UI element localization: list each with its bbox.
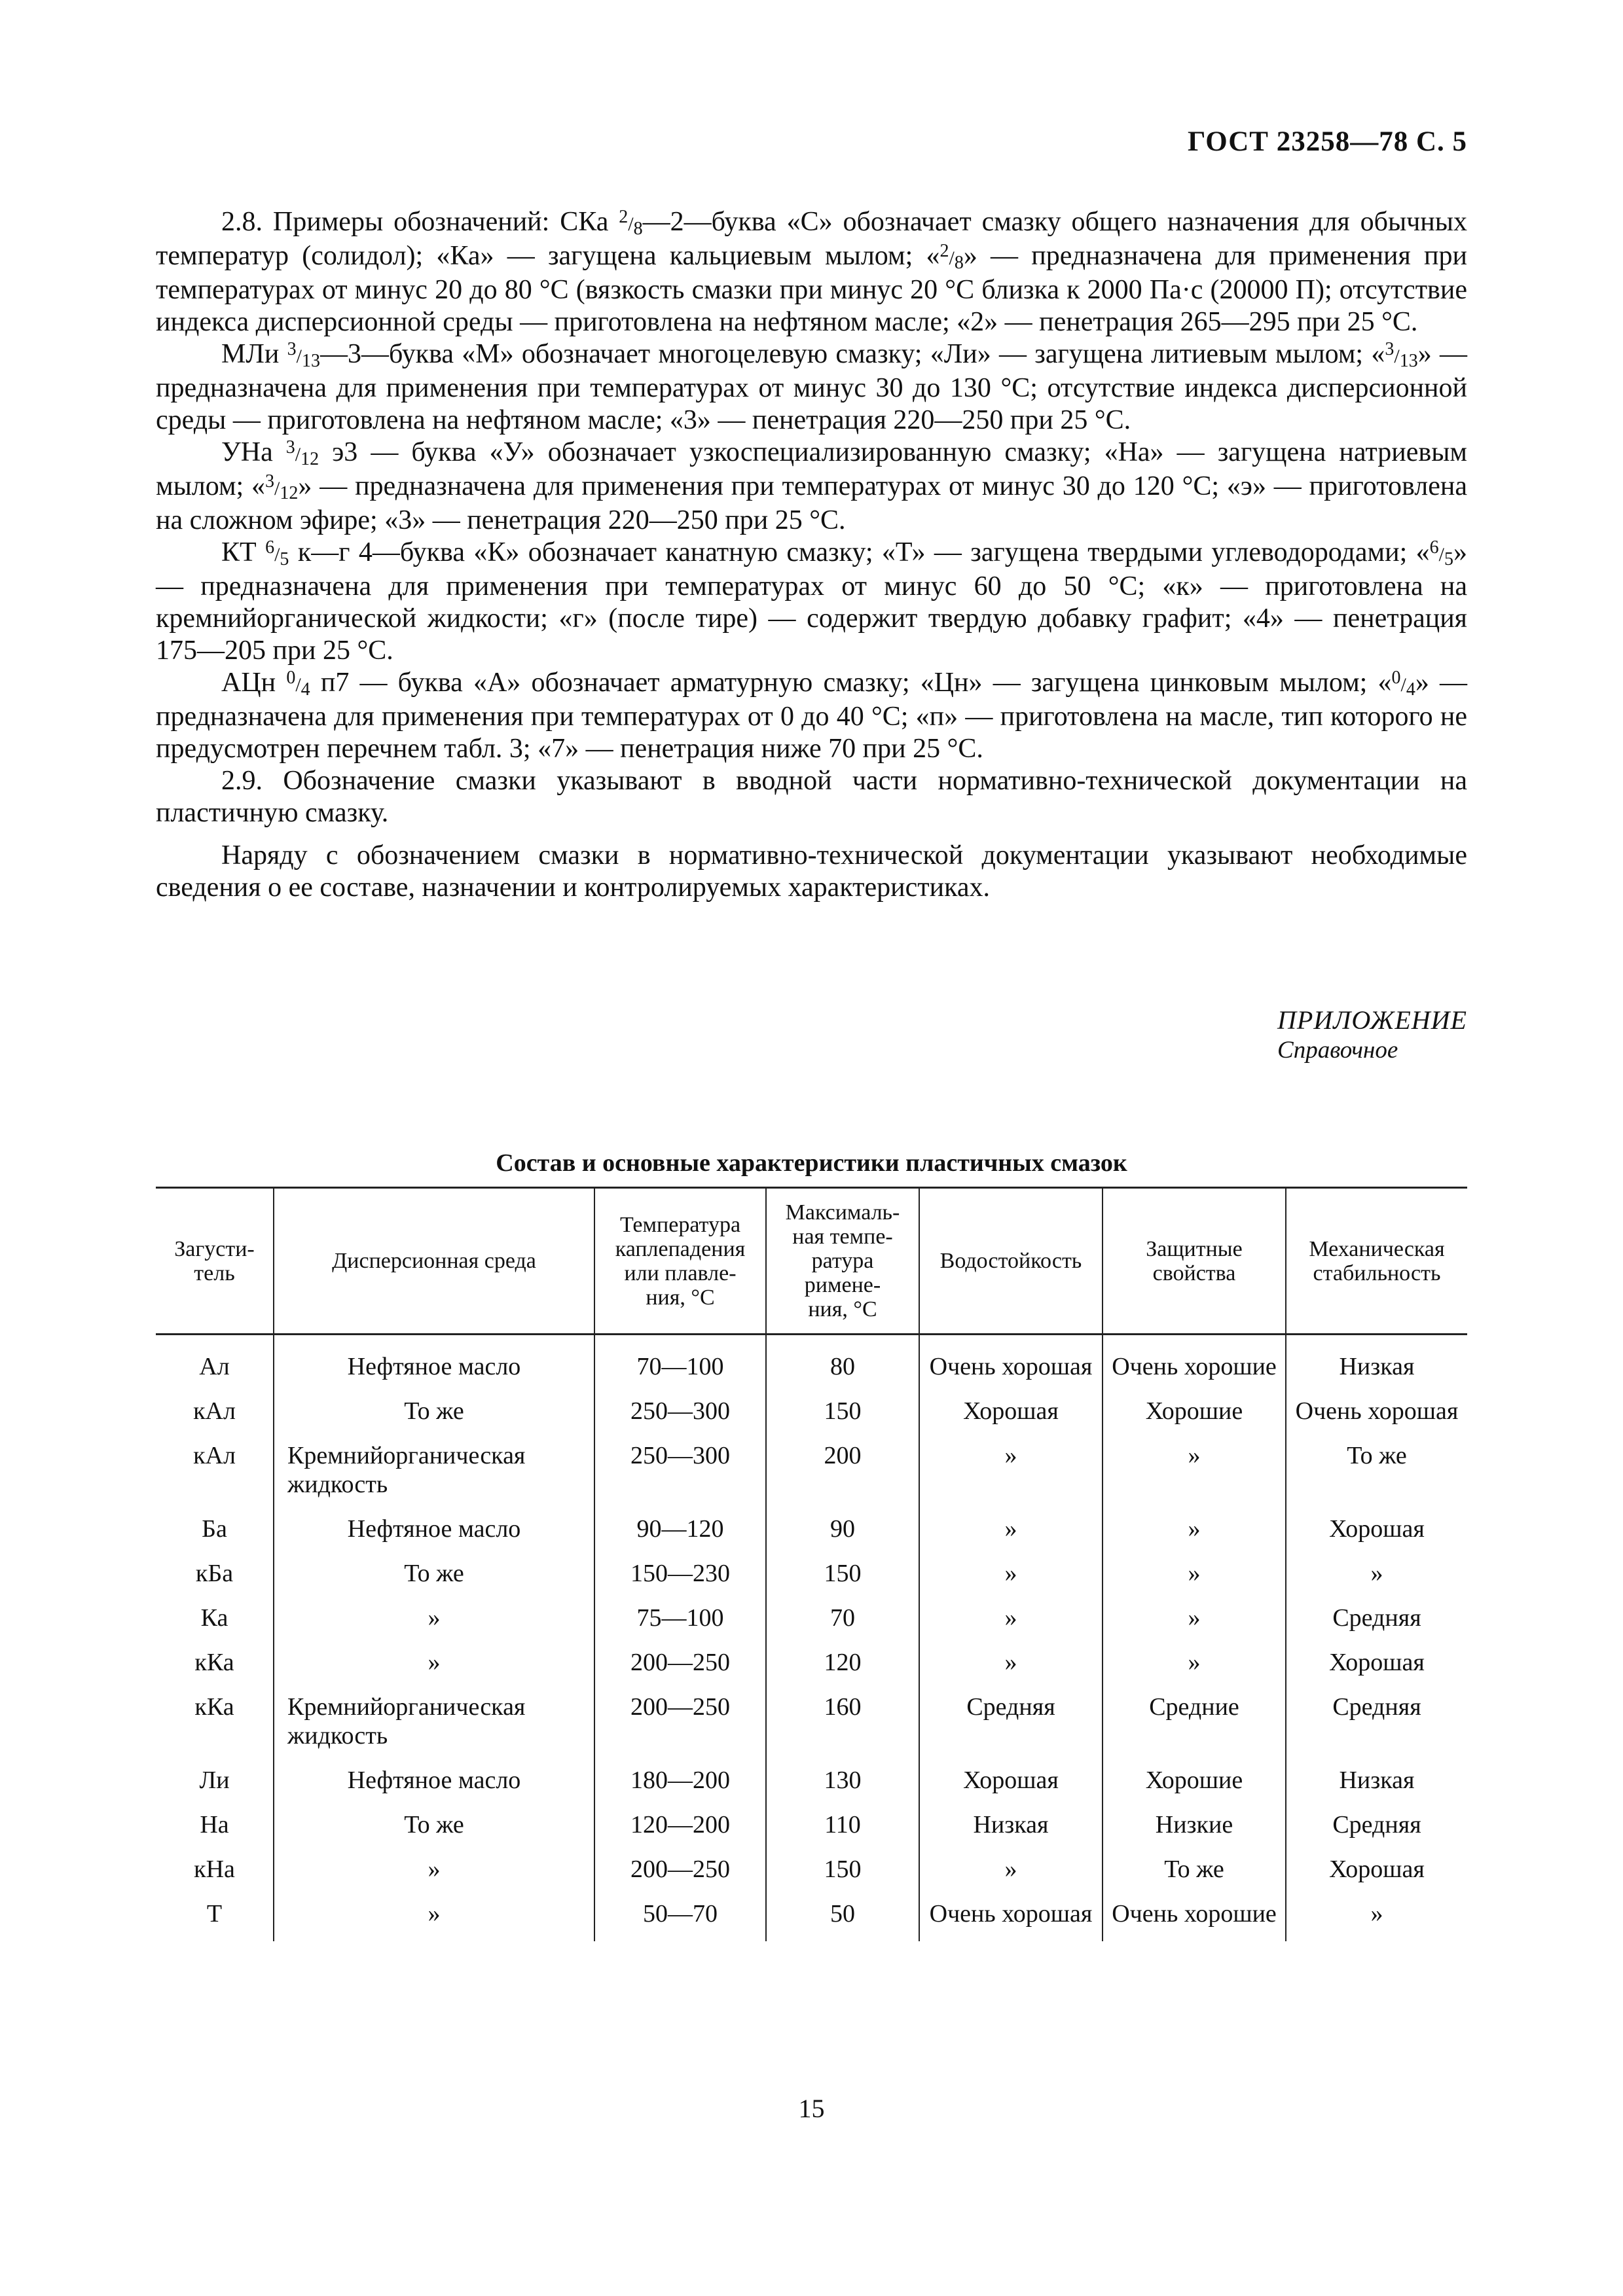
table-cell: 90—120 bbox=[594, 1512, 766, 1556]
table-cell: кНа bbox=[194, 1856, 235, 1883]
table-cell: кАл bbox=[193, 1442, 236, 1469]
table-cell: » bbox=[1103, 1556, 1286, 1601]
table-cell: Кремнийорганическая жидкость bbox=[274, 1690, 594, 1763]
table-cell: Хорошие bbox=[1103, 1394, 1286, 1439]
table-row bbox=[156, 1556, 1467, 1601]
header-cell: Дисперсионная среда bbox=[274, 1188, 594, 1335]
header-cell: Водостойкость bbox=[919, 1188, 1103, 1335]
table-cell: » bbox=[1286, 1897, 1467, 1941]
table-cell: 50 bbox=[766, 1897, 919, 1941]
table-cell: » bbox=[919, 1852, 1103, 1897]
table-cell: Средняя bbox=[1286, 1690, 1467, 1763]
table-cell: Ал bbox=[199, 1353, 230, 1380]
header-cell: Механическая стабильность bbox=[1286, 1188, 1467, 1335]
table-cell: » bbox=[919, 1439, 1103, 1512]
table-cell: На bbox=[200, 1811, 229, 1839]
table-cell: » bbox=[919, 1601, 1103, 1645]
header-cell: Загусти- тель bbox=[156, 1188, 274, 1335]
table-cell: кАл bbox=[193, 1397, 236, 1425]
table-cell: То же bbox=[274, 1394, 594, 1439]
table-cell: » bbox=[1103, 1601, 1286, 1645]
table-cell: Низкая bbox=[1286, 1763, 1467, 1808]
table-cell: Ли bbox=[199, 1767, 230, 1794]
table-cell: Очень хорошие bbox=[1103, 1335, 1286, 1395]
table-cell: 200—250 bbox=[594, 1690, 766, 1763]
header-cell: Защитные свойства bbox=[1103, 1188, 1286, 1335]
appendix-label bbox=[1277, 1005, 1467, 1066]
table-cell: Средняя bbox=[1286, 1808, 1467, 1852]
table-cell: » bbox=[274, 1645, 594, 1690]
paragraph-2-9: 2.9. Обозначение смазки указывают в вводной части нормативно-технической документации на пластичную смазку. bbox=[156, 766, 1467, 828]
table-cell: » bbox=[919, 1645, 1103, 1690]
appendix-subtitle: Справочное bbox=[1277, 1037, 1398, 1064]
paragraph-acn: АЦн $^0/_4$ п7 — буква «А» обозначает арматурную смазку; «Цн» — загущена цинковым мылом; «$^0/_4$» — предназначена для применения при температурах от 0 до 40 °С; «п» — приготовлена на масле, тип которого не предусмотрен перечнем табл. 3; «7» — пенетрация ниже 70 при 25 °С. bbox=[156, 668, 1468, 764]
table-cell: 70 bbox=[766, 1601, 919, 1645]
table-cell: » bbox=[274, 1601, 594, 1645]
table-cell: 200—250 bbox=[594, 1645, 766, 1690]
table-row bbox=[156, 1335, 1467, 1395]
table-row bbox=[156, 1763, 1467, 1808]
body-text bbox=[156, 206, 1467, 904]
table-row bbox=[156, 1897, 1467, 1941]
table-cell: Очень хорошие bbox=[1103, 1897, 1286, 1941]
table-cell: То же bbox=[274, 1808, 594, 1852]
table-cell: Хорошая bbox=[919, 1763, 1103, 1808]
table-cell: 200 bbox=[766, 1439, 919, 1512]
table-cell: Нефтяное масло bbox=[274, 1335, 594, 1395]
table-row bbox=[156, 1601, 1467, 1645]
table-cell: Очень хорошая bbox=[1286, 1394, 1467, 1439]
table-cell: Средняя bbox=[1286, 1601, 1467, 1645]
table-cell: Низкая bbox=[1286, 1335, 1467, 1395]
table-cell: » bbox=[274, 1897, 594, 1941]
table-cell: кКа bbox=[194, 1693, 234, 1721]
table-cell: То же bbox=[1103, 1852, 1286, 1897]
table-cell: 180—200 bbox=[594, 1763, 766, 1808]
page-number: 15 bbox=[798, 2094, 825, 2123]
paragraph-kt: КТ $^6/_5$ к—г 4—буква «К» обозначает канатную смазку; «Т» — загущена твердыми углеводородами; «$^6/_5$» — предназначена для применения при температурах от минус 60 до 50 °С; «к» — приготовлена на кремнийорганической жидкости; «г» (после тире) — содержит твердую добавку графит; «4» — пенетрация 175—205 при 25 °С. bbox=[156, 537, 1467, 666]
header-cell: Максималь- ная темпе- ратура римене- ния, °С bbox=[766, 1188, 919, 1335]
table-cell: кБа bbox=[195, 1560, 234, 1587]
table-cell: » bbox=[274, 1852, 594, 1897]
table-cell: 70—100 bbox=[594, 1335, 766, 1395]
table-cell: Средние bbox=[1103, 1690, 1286, 1763]
table-cell: » bbox=[1103, 1645, 1286, 1690]
table-cell: » bbox=[1103, 1439, 1286, 1512]
table-cell: Очень хорошая bbox=[919, 1335, 1103, 1395]
appendix-title: ПРИЛОЖЕНИЕ bbox=[1277, 1005, 1467, 1035]
table-row bbox=[156, 1852, 1467, 1897]
table-cell: Средняя bbox=[919, 1690, 1103, 1763]
table-cell: Очень хорошая bbox=[919, 1897, 1103, 1941]
table-cell: Хорошая bbox=[1286, 1852, 1467, 1897]
table-cell: Ка bbox=[200, 1604, 228, 1632]
table-cell: 150—230 bbox=[594, 1556, 766, 1601]
table-row bbox=[156, 1439, 1467, 1512]
paragraph-2-8: 2.8. Примеры обозначений: СКа $^2/_8—2—буква$ «С» обозначает смазку общего назначения для обычных температур (солидол); «Ка» — загущена кальциевым мылом; «$^2/_8$» — предназначена для применения при температурах от минус 20 до 80 °С (вязкость смазки при минус 20 °С близка к 2000 Па·с (20000 П); отсутствие индекса дисперсионной среды — приготовлена на нефтяном масле; «2» — пенетрация 265—295 при 25 °С. bbox=[156, 207, 1468, 337]
table-cell: Нефтяное масло bbox=[274, 1763, 594, 1808]
table-cell: 160 bbox=[766, 1690, 919, 1763]
table-cell: Хорошая bbox=[1286, 1645, 1467, 1690]
table-cell: » bbox=[919, 1556, 1103, 1601]
table-cell: 250—300 bbox=[594, 1439, 766, 1512]
paragraph-mli: МЛи $^3/_{13}—3—буква$ «М» обозначает многоцелевую смазку; «Ли» — загущена литиевым мылом; «$^3/_{13}$» — предназначена для применения при температурах от минус 30 до 130 °С; отсутствие индекса дисперсионной среды — приготовлена на нефтяном масле; «3» — пенетрация 220—250 при 25 °С. bbox=[156, 339, 1467, 435]
table-cell: 50—70 bbox=[594, 1897, 766, 1941]
table-cell: 110 bbox=[766, 1808, 919, 1852]
document-header: ГОСТ 23258—78 С. 5 bbox=[1187, 126, 1467, 157]
table-cell: кКа bbox=[194, 1649, 234, 1676]
table-cell: 75—100 bbox=[594, 1601, 766, 1645]
header-cell: Температура каплепадения или плавле- ния, °С bbox=[594, 1188, 766, 1335]
paragraph-una: УНа $^3/_{12}$ э3 — буква «У» обозначает узкоспециализированную смазку; «На» — загущена натриевым мылом; «$^3/_{12}$» — предназначена для применения при температурах от минус 30 до 120 °С; «э» — приготовлена на сложном эфире; «3» — пенетрация 220—250 при 25 °С. bbox=[156, 437, 1467, 535]
table-cell: 90 bbox=[766, 1512, 919, 1556]
table-cell: 150 bbox=[766, 1394, 919, 1439]
table-row bbox=[156, 1645, 1467, 1690]
table-title: Состав и основные характеристики пластичных смазок bbox=[496, 1149, 1127, 1177]
table-cell: То же bbox=[1286, 1439, 1467, 1512]
table-cell: Ба bbox=[202, 1515, 227, 1543]
table-row bbox=[156, 1690, 1467, 1763]
table-cell: Т bbox=[206, 1900, 223, 1928]
table-cell: » bbox=[1103, 1512, 1286, 1556]
table-body bbox=[156, 1335, 1467, 1942]
table-cell: 120 bbox=[766, 1645, 919, 1690]
table-cell: Низкие bbox=[1103, 1808, 1286, 1852]
table-row bbox=[156, 1394, 1467, 1439]
table-cell: Нефтяное масло bbox=[274, 1512, 594, 1556]
paragraph-last: Наряду с обозначением смазки в нормативно-технической документации указывают необходимые сведения о ее составе, назначении и контролируемых характеристиках. bbox=[156, 840, 1467, 903]
table-cell: То же bbox=[274, 1556, 594, 1601]
table-cell: 150 bbox=[766, 1852, 919, 1897]
table-cell: 130 bbox=[766, 1763, 919, 1808]
table-cell: Хорошая bbox=[919, 1394, 1103, 1439]
table-cell: Низкая bbox=[919, 1808, 1103, 1852]
table-cell: » bbox=[919, 1512, 1103, 1556]
table-cell: Хорошая bbox=[1286, 1512, 1467, 1556]
table-row bbox=[156, 1512, 1467, 1556]
table-cell: 250—300 bbox=[594, 1394, 766, 1439]
table-header-row bbox=[156, 1188, 1467, 1335]
table-cell: Хорошие bbox=[1103, 1763, 1286, 1808]
table-row bbox=[156, 1808, 1467, 1852]
table-cell: » bbox=[1286, 1556, 1467, 1601]
table-cell: 80 bbox=[766, 1335, 919, 1395]
table-cell: 120—200 bbox=[594, 1808, 766, 1852]
table-cell: 200—250 bbox=[594, 1852, 766, 1897]
table-cell: 150 bbox=[766, 1556, 919, 1601]
grease-table bbox=[156, 1187, 1467, 1941]
table-cell: Кремнийорганическая жидкость bbox=[274, 1439, 594, 1512]
